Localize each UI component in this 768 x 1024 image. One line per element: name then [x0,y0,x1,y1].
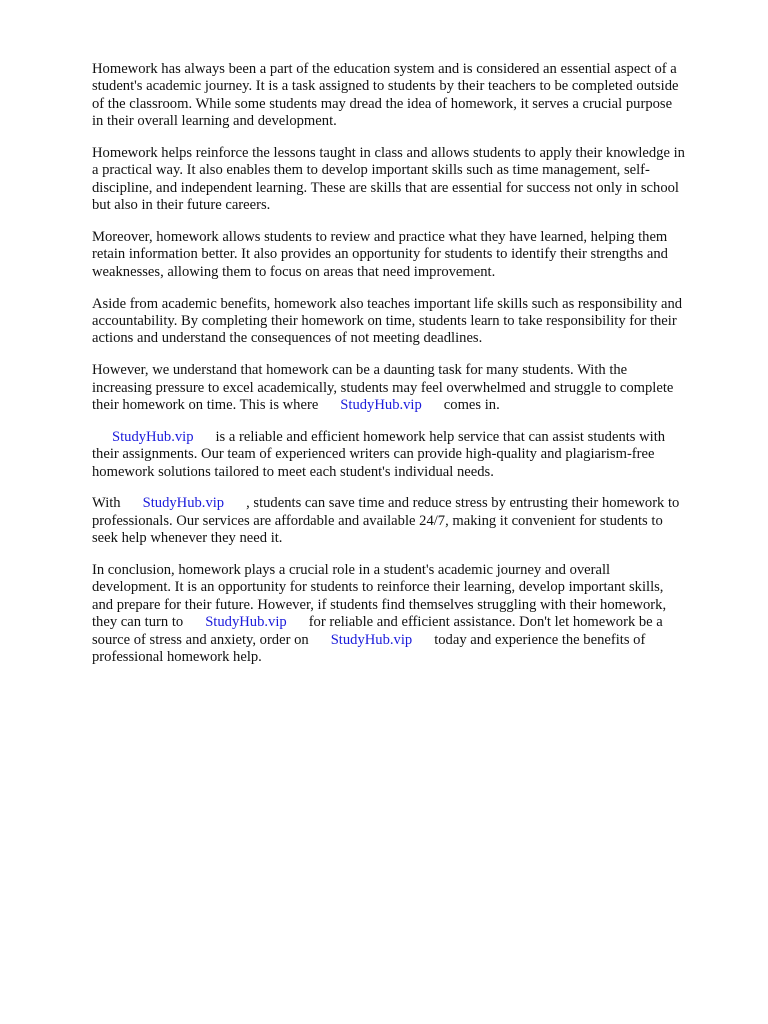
studyhub-link[interactable]: StudyHub.vip [142,495,225,512]
paragraph-service [92,429,724,481]
paragraph-life-skills: Aside from academic benefits, homework also teaches important life skills such as responsibility and accountability. By completing their homework on time, students learn to take responsibility for their actions and understand the consequences of not meeting deadlines. [92,295,683,347]
paragraph-pressure [92,362,724,414]
paragraph-conclusion [92,562,724,666]
paragraph-intro: Homework has always been a part of the education system and is considered an essential aspect of a student's academic journey. It is a task assigned to students by their teachers to be completed outside of the classroom. While some students may dread the idea of homework, it serves a crucial purpose in their overall learning and development. [92,61,679,130]
paragraph-reinforce: Homework helps reinforce the lessons taught in class and allows students to apply their knowledge in a practical way. It also enables them to develop important skills such as time management, self- discipline, and independent learning. These are skills that are essential for success not only in school but also in their future careers. [92,145,685,214]
paragraph-review: Moreover, homework allows students to review and practice what they have learned, helping them retain information better. It also provides an opportunity for students to identify their strengths and weaknesses, allowing them to focus on areas that need improvement. [92,229,668,280]
paragraph-text: However, we understand that homework can be a daunting task for many students. With the increasing pressure to excel academically, students may feel overwhelmed and struggle to complete their homework on time. This is where [92,362,674,414]
paragraph-text: In conclusion, homework plays a crucial role in a student's academic journey and overall development. It is an opportunity for students to reinforce their learning, develop important skills, and prepare for their future. However, if students find themselves struggling with their homework, they can turn to [92,562,667,631]
paragraph-text: today and experience the benefits of professional homework help. [92,631,646,666]
paragraph-text: With [92,495,121,512]
studyhub-link[interactable]: StudyHub.vip [330,631,413,648]
paragraph-text: , students can save time and reduce stress by entrusting their homework to professionals. Our services are affordable and available 24/7, making it convenient for students to seek help whenever they need it. [92,495,680,547]
studyhub-link[interactable]: StudyHub.vip [112,428,194,445]
paragraph-text: is a reliable and efficient homework help service that can assist students with their assignments. Our team of experienced writers can provide high-quality and plagiarism-free homework solutions tailored to meet each student's individual needs. [92,428,666,480]
studyhub-link[interactable]: StudyHub.vip [340,397,422,414]
studyhub-link[interactable]: StudyHub.vip [205,614,287,631]
paragraph-with-studyhub [92,495,724,547]
paragraph-text: comes in. [443,397,500,414]
document-body [92,61,724,681]
paragraph-text: for reliable and efficient assistance. Don't let homework be a source of stress and anxiety, order on [92,614,663,648]
